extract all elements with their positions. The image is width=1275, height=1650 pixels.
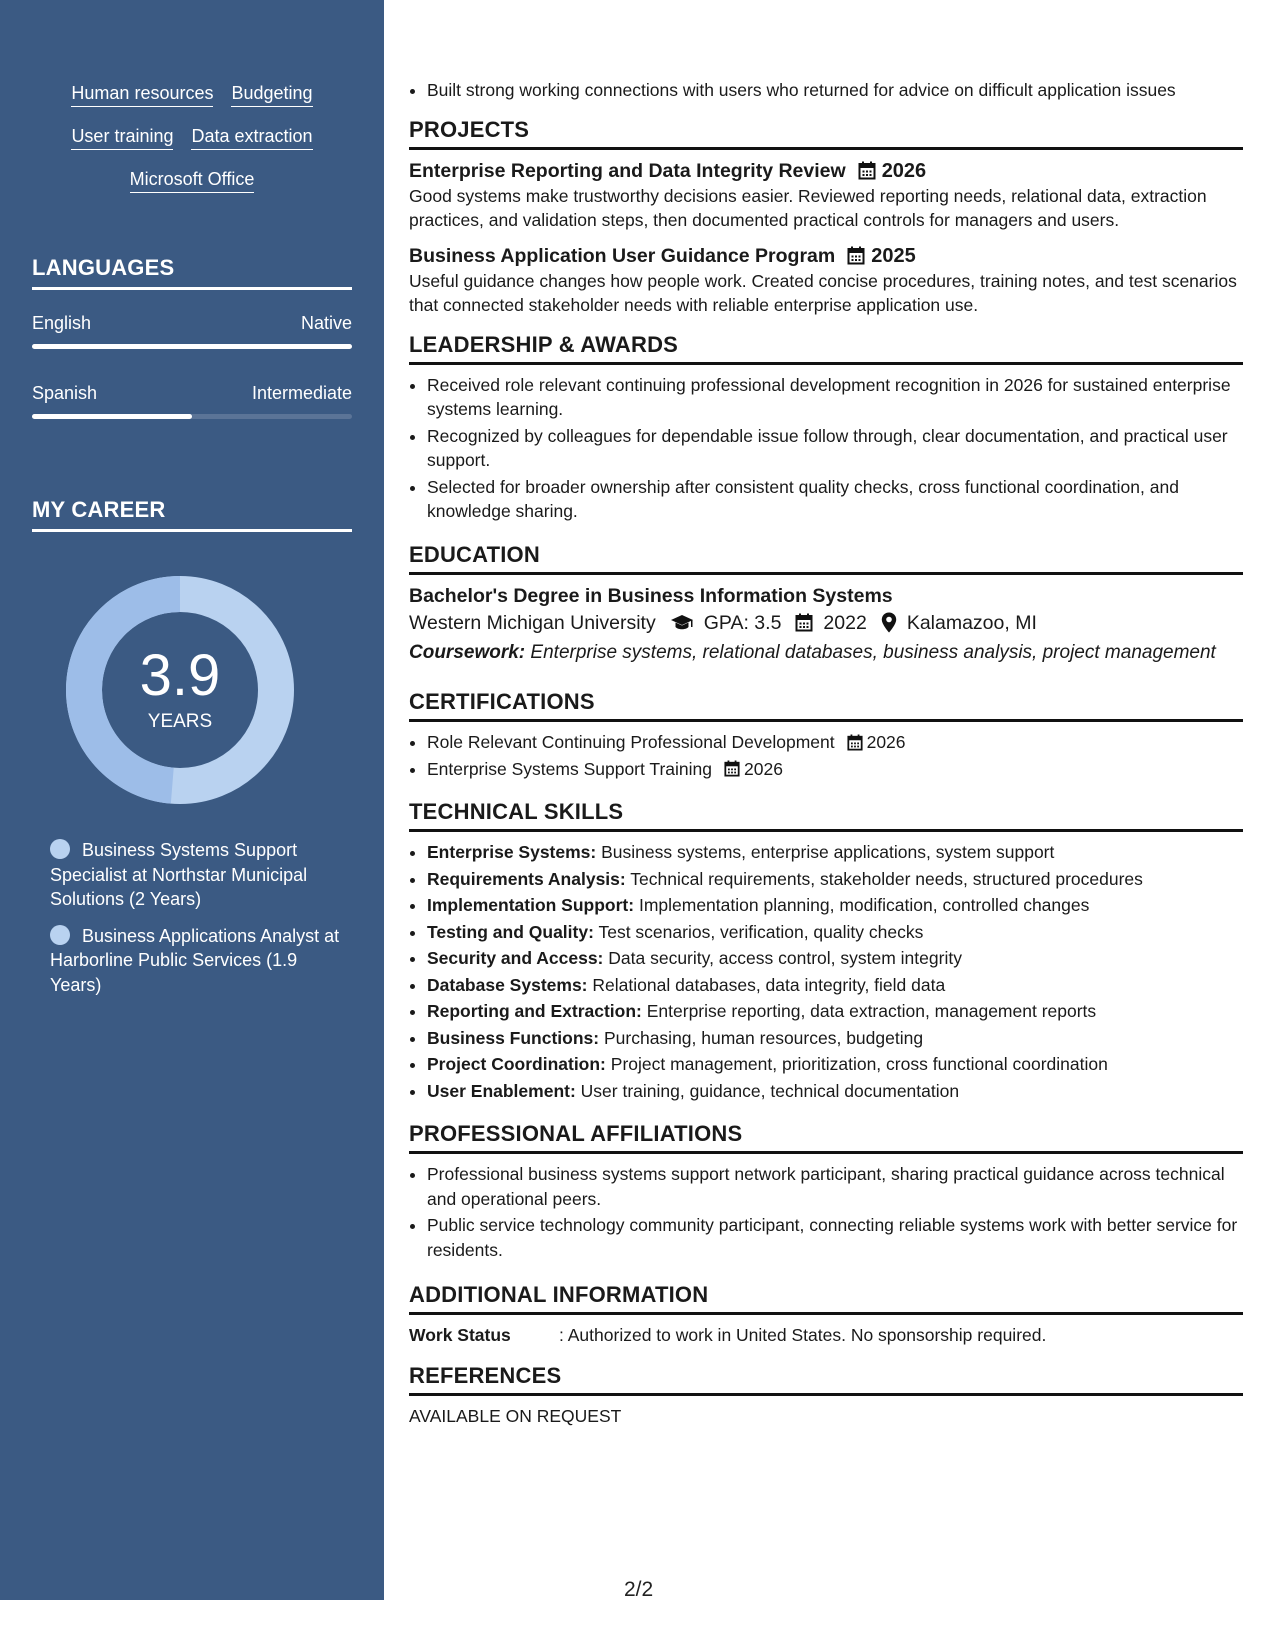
- work-status: [409, 1323, 1243, 1347]
- skill-value: Business systems, enterprise applications, system support: [601, 842, 1055, 862]
- skill-tag: Microsoft Office: [130, 168, 255, 193]
- technical-skill-item: [427, 1079, 1243, 1104]
- language-bar-fill: [32, 344, 352, 349]
- career-heading: MY CAREER: [32, 497, 352, 532]
- coursework-text: Enterprise systems, relational databases, business analysis, project management: [530, 641, 1216, 663]
- language-name: Spanish: [32, 383, 98, 403]
- graduation-cap-icon: [670, 614, 694, 632]
- project: [409, 158, 1243, 233]
- projects-heading: PROJECTS: [409, 117, 1243, 150]
- references-heading: REFERENCES: [409, 1363, 1243, 1396]
- skill-label: Business Functions:: [427, 1027, 600, 1048]
- technical-skills-list: [409, 840, 1243, 1103]
- project: [409, 243, 1243, 318]
- additional-info-heading: ADDITIONAL INFORMATION: [409, 1282, 1243, 1315]
- career-item-text: Business Systems Support Specialist at Northstar Municipal Solutions (2 Years): [50, 840, 308, 909]
- skill-value: Implementation planning, modification, controlled changes: [638, 895, 1090, 915]
- skill-value: Relational databases, data integrity, field data: [592, 974, 946, 995]
- education-details: [409, 609, 1243, 637]
- technical-skill-item: [427, 920, 1243, 945]
- work-status-label: Work Status: [409, 1325, 511, 1345]
- certification-year: 2026: [866, 732, 906, 752]
- certifications-heading: CERTIFICATIONS: [409, 689, 1243, 722]
- career-item: [50, 924, 340, 998]
- skill-label: Database Systems:: [427, 974, 588, 995]
- language-name: English: [32, 313, 92, 333]
- skill-label: User Enablement:: [427, 1080, 576, 1101]
- skill-label: Requirements Analysis:: [427, 868, 626, 889]
- career-list: [50, 838, 340, 1009]
- career-item: [50, 838, 340, 912]
- education-heading: EDUCATION: [409, 542, 1243, 575]
- page-number: 2/2: [624, 1578, 654, 1601]
- school-name: Western Michigan University: [409, 611, 656, 634]
- sidebar: [0, 0, 384, 1600]
- calendar-icon: [847, 246, 865, 265]
- technical-skill-item: [427, 1052, 1243, 1077]
- career-years-value: 3.9: [139, 643, 221, 708]
- list-item: • Public service technology community participant, connecting reliable systems work with better service for residents.: [427, 1213, 1243, 1262]
- technical-skill-item: [427, 1026, 1243, 1051]
- skill-tag: Human resources: [71, 82, 213, 107]
- calendar-icon: [724, 760, 740, 777]
- certification-year: 2026: [744, 758, 783, 779]
- list-item: • Selected for broader ownership after consistent quality checks, cross functional coordination, and knowledge sharing.: [427, 475, 1243, 524]
- leadership-list: [409, 373, 1243, 524]
- skill-label: Enterprise Systems:: [427, 842, 597, 862]
- list-item: • Built strong working connections with users who returned for advice on difficult application issues: [427, 78, 1243, 103]
- career-item-text: Business Applications Analyst at Harborline Public Services (1.9 Years): [50, 925, 340, 995]
- skill-label: Implementation Support:: [427, 895, 635, 915]
- skill-row: [32, 125, 352, 150]
- skill-label: Testing and Quality:: [427, 921, 594, 942]
- technical-skill-item: [427, 999, 1243, 1024]
- location-pin-icon: [881, 612, 897, 633]
- leadership-heading: LEADERSHIP & AWARDS: [409, 332, 1243, 365]
- work-status-value: : Authorized to work in United States. No sponsorship required.: [559, 1325, 1047, 1345]
- calendar-icon: [847, 734, 863, 751]
- calendar-icon: [795, 613, 813, 632]
- calendar-icon: [858, 161, 876, 180]
- skill-row: [32, 82, 352, 107]
- degree-title: Bachelor's Degree in Business Information Systems: [409, 584, 893, 607]
- donut-center: [66, 576, 294, 804]
- skill-value: Technical requirements, stakeholder needs, structured procedures: [630, 868, 1143, 889]
- language-bar: [32, 344, 352, 349]
- skill-tag: Budgeting: [231, 82, 312, 107]
- career-donut: [66, 576, 294, 804]
- technical-skills-heading: TECHNICAL SKILLS: [409, 799, 1243, 832]
- skill-label: Project Coordination:: [427, 1054, 606, 1074]
- skill-value: Enterprise reporting, data extraction, management reports: [646, 1001, 1097, 1021]
- skill-row: [32, 168, 352, 193]
- skill-value: Test scenarios, verification, quality checks: [598, 921, 924, 942]
- career-years-unit: YEARS: [147, 711, 213, 732]
- skill-value: Project management, prioritization, cross functional coordination: [610, 1054, 1108, 1074]
- technical-skill-item: [427, 840, 1243, 865]
- affiliations-heading: PROFESSIONAL AFFILIATIONS: [409, 1121, 1243, 1154]
- language-bar: [32, 414, 352, 419]
- list-item: • Received role relevant continuing professional development recognition in 2026 for sustained enterprise systems learning.: [427, 373, 1243, 422]
- language-level: Native: [300, 313, 352, 333]
- skill-tag: User training: [71, 125, 173, 150]
- skill-label: Security and Access:: [427, 948, 604, 968]
- skill-value: User training, guidance, technical documentation: [580, 1080, 960, 1101]
- technical-skill-item: [427, 973, 1243, 998]
- certification-name: • Role Relevant Continuing Professional Development: [427, 732, 835, 752]
- list-item: • Recognized by colleagues for dependable issue follow through, clear documentation, and practical user support.: [427, 424, 1243, 473]
- skill-tag: Data extraction: [191, 125, 312, 150]
- skill-value: Purchasing, human resources, budgeting: [603, 1027, 924, 1048]
- language-bar-fill: [32, 414, 192, 419]
- coursework: [409, 641, 1243, 666]
- school-location: Kalamazoo, MI: [906, 611, 1037, 634]
- technical-skill-item: [427, 893, 1243, 918]
- coursework-label: Coursework:: [409, 641, 526, 663]
- bullet-dot-icon: [50, 925, 70, 945]
- references-value: AVAILABLE ON REQUEST: [409, 1406, 622, 1426]
- affiliations-list: [409, 1162, 1243, 1262]
- certifications-list: [409, 730, 1243, 781]
- language-spanish: [32, 383, 352, 419]
- technical-skill-item: [427, 867, 1243, 892]
- skill-value: Data security, access control, system integrity: [608, 948, 962, 968]
- project-description: Good systems make trustworthy decisions easier. Reviewed reporting needs, relational data, extraction practices, and validation steps, then documented practical controls for managers and users.: [409, 185, 1207, 230]
- graduation-year: 2022: [823, 611, 867, 634]
- language-level: Intermediate: [251, 383, 352, 403]
- skills-tags: [32, 82, 352, 211]
- technical-skill-item: [427, 946, 1243, 971]
- main-content: [409, 78, 1243, 1429]
- project-title: Enterprise Reporting and Data Integrity Review: [409, 159, 846, 182]
- experience-bullets: [409, 78, 1243, 103]
- project-title: Business Application User Guidance Program: [409, 244, 836, 267]
- certification-name: • Enterprise Systems Support Training: [427, 758, 712, 779]
- gpa: GPA: 3.5: [703, 611, 782, 634]
- certification-item: [427, 730, 1243, 755]
- skill-label: Reporting and Extraction:: [427, 1001, 642, 1021]
- bullet-dot-icon: [50, 839, 70, 859]
- project-year: 2026: [881, 159, 927, 182]
- language-english: [32, 313, 352, 349]
- project-year: 2025: [871, 244, 916, 267]
- list-item: • Professional business systems support network participant, sharing practical guidance across technical and operational peers.: [427, 1162, 1243, 1211]
- project-description: Useful guidance changes how people work. Created concise procedures, training notes, and test scenarios that connected stakeholder needs with reliable enterprise application use.: [409, 270, 1237, 315]
- languages-heading: LANGUAGES: [32, 255, 352, 290]
- certification-item: [427, 757, 1243, 782]
